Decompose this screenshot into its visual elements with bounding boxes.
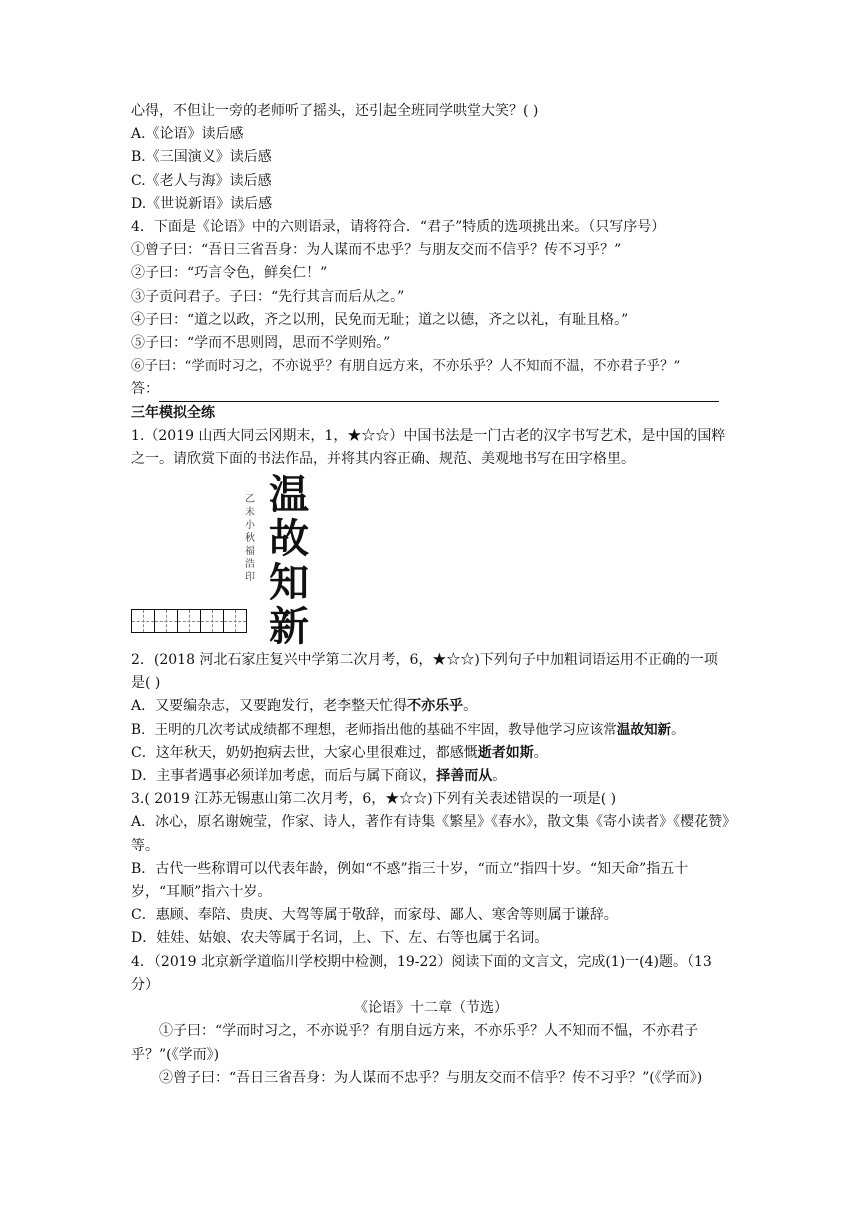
q3-option-c: C.《老人与海》读后感 — [131, 172, 272, 189]
q3-stem-tail: 心得，不但让一旁的老师听了摇头，还引起全班同学哄堂大笑？( ) — [131, 103, 539, 119]
q4-answer — [131, 378, 731, 401]
s-q3-a: A．冰心，原名谢婉莹，作家、诗人，著作有诗集《繁星》《春水》，散文集《寄小读者》《樱花赞》等。 — [131, 814, 730, 854]
q4-item-3: ③子贡问君子。子曰：“先行其言而后从之。” — [131, 288, 405, 305]
passage-1: ①子曰：“学而时习之，不亦说乎？有朋自远方来，不亦乐乎？人不知而不愠，不亦君子乎？”(《学而》) — [131, 1023, 699, 1063]
document-page — [131, 100, 731, 1090]
grid-cell[interactable] — [201, 610, 224, 632]
q3-option-d: D.《世说新语》读后感 — [131, 195, 273, 212]
section-title: 三年模拟全练 — [131, 404, 215, 421]
passage-title: 《论语》十二章（节选） — [354, 1000, 508, 1017]
q4-stem: 4．下面是《论语》中的六则语录，请将符合．“君子”特质的选项挑出来。（只写序号） — [131, 219, 666, 236]
calli-char-4: 新 — [269, 603, 309, 651]
q3-option-a: A.《论语》读后感 — [131, 126, 244, 143]
answer-label: 答： — [131, 381, 159, 398]
grid-cell[interactable] — [224, 610, 246, 632]
calligraphy-inscription: 乙 未 小 秋 福 浩 印 — [245, 494, 255, 584]
calligraphy-artwork — [259, 473, 319, 649]
calli-char-3: 知 — [269, 559, 309, 607]
grid-cell[interactable] — [178, 610, 201, 632]
s-q3-stem: 3.( 2019 江苏无锡惠山第二次月考，6，★☆☆)下列有关表述错误的一项是( ) — [131, 791, 617, 808]
grid-cell[interactable] — [155, 610, 178, 632]
q4-item-1: ①曾子曰：“吾日三省吾身：为人谋而不忠乎？与朋友交而不信乎？传不习乎？” — [131, 242, 622, 259]
q4-item-6: ⑥子曰：“学而时习之，不亦说乎？有朋自远方来，不亦乐乎？人不知而不温，不亦君子乎？” — [131, 359, 681, 375]
s-q2-a: A．又要编杂志，又要跑发行，老李整天忙得不亦乐乎。 — [131, 698, 478, 715]
s-q4-stem: 4．（2019 北京新学道临川学校期中检测，19-22）阅读下面的文言文，完成(1)一(4)题。（13 分） — [131, 953, 712, 993]
q4-item-4: ④子曰：“道之以政，齐之以刑，民免而无耻；道之以德，齐之以礼，有耻且格。” — [131, 311, 629, 328]
s-q1: 1.（2019 山西大同云冈期末，1，★☆☆）中国书法是一门古老的汉字书写艺术，是中国的国粹之一。请欣赏下面的书法作品，并将其内容正确、规范、美观地书写在田字格里。 — [131, 427, 726, 467]
grid-cell[interactable] — [132, 610, 155, 632]
s-q3-d: D．娃娃、姑娘、农夫等属于名词，上、下、左、右等也属于名词。 — [131, 930, 549, 947]
s-q2-b: B．王明的几次考试成绩都不理想，老师指出他的基础不牢固，教导他学习应该常温故知新。 — [131, 721, 685, 738]
q3-option-b: B.《三国演义》读后感 — [131, 149, 272, 166]
calli-char-1: 温 — [269, 471, 309, 519]
s-q2-d: D．主事者遇事必须详加考虑，而后与属下商议，择善而从。 — [131, 768, 507, 785]
s-q3-c: C．惠顾、奉陪、贵庚、大驾等属于敬辞，而家母、鄙人、寒舍等则属于谦辞。 — [131, 907, 618, 924]
q4-item-2: ②子曰：“巧言令色，鲜矣仁！” — [131, 265, 328, 282]
s-q2-c: C．这年秋天，奶奶抱病去世，大家心里很难过，都感慨逝者如斯。 — [131, 744, 548, 761]
q4-item-5: ⑤子曰：“学而不思则罔，思而不学则殆。” — [131, 335, 391, 352]
calli-char-2: 故 — [269, 515, 309, 563]
calligraphy-area — [131, 471, 731, 649]
answer-blank[interactable] — [159, 387, 719, 402]
s-q2-stem: 2．(2018 河北石家庄复兴中学第二次月考，6，★☆☆)下列句子中加粗词语运用不正确的一项是( ) — [131, 652, 718, 692]
passage-2: ②曾子曰：“吾日三省吾身：为人谋而不忠乎？与朋友交而不信乎？传不习乎？”(《学而》) — [159, 1069, 703, 1086]
tianzige-grid[interactable] — [131, 609, 247, 633]
s-q3-b: B．古代一些称谓可以代表年龄，例如“不惑”指三十岁，“而立”指四十岁。“知天命”指五十岁，“耳顺”指六十岁。 — [131, 860, 689, 901]
